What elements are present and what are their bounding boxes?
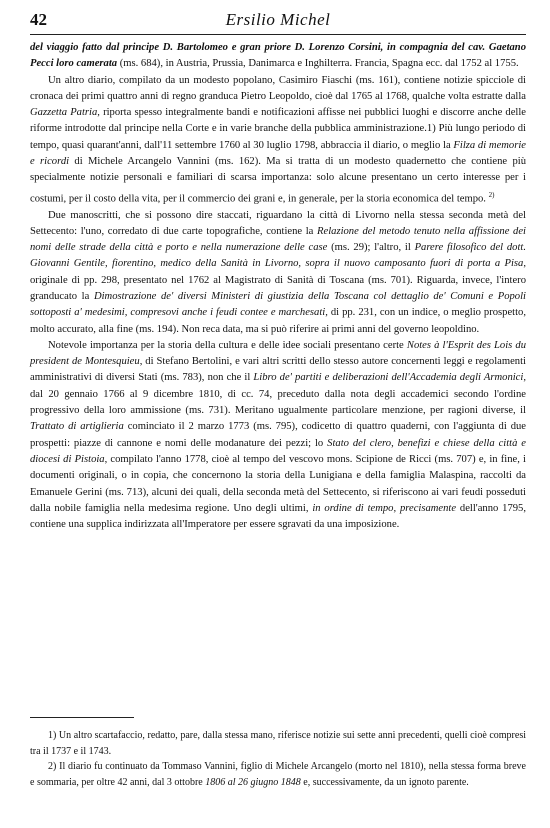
text-span: Due manoscritti, che si possono dire staccati, riguardano la città di Livorno nella stessa seconda metà del Settecento: l'uno, corredato di due carte topografiche, contiene la	[30, 209, 526, 237]
text-span: cominciato il 2 marzo 1773 (ms. 795), codicetto di quattro quaderni, con l'aggiunta di due prospetti: piazze di cannone e nomi delle modanature dei pezzi; lo	[30, 421, 526, 449]
footnote-text: Un altro scartafaccio, redatto, pare, dalla stessa mano, riferisce notizie sui sette anni precedenti, quelli cioè compresi tra il 1737 e il 1743.	[30, 730, 526, 757]
footnote-text: e, successivamente, da un ignoto parente.	[300, 776, 469, 788]
body-text	[30, 40, 526, 533]
italic-title: Notes à l'Esprit des Lois du president de Montesquieu	[30, 339, 527, 368]
paragraph	[30, 208, 526, 338]
page-header	[30, 8, 526, 32]
paragraph	[30, 338, 526, 534]
italic-title: Relazione del metodo tenuto nella affissione dei nomi delle strade della città e porto e nella numerazione delle case	[30, 225, 526, 254]
italic-title: Trattato di artiglieria	[30, 421, 124, 433]
footnote-rule	[30, 717, 134, 718]
running-head: Ersilio Michel	[225, 10, 331, 29]
text-span: di Michele Arcangelo Vannini (ms. 162). Ma si tratta di un modesto quadernetto che contiene più specialmente notizie personali e familiari di scarsa importanza: solo alcune presentano un certo interesse per i costumi, per il costo della vita, per il commercio dei grani e, in generale, per la storia economica del tempo.	[30, 156, 526, 205]
footnote-mark: 1)	[48, 730, 57, 741]
footnote-ref: 2)	[488, 190, 495, 199]
italic-title: Gazzetta Patria	[30, 107, 98, 119]
paragraph	[30, 73, 526, 208]
text-span: Un altro diario, compilato da un modesto popolano, Casimiro Fiaschi (ms. 161), contiene notizie spicciole di cronaca dei primi quattro anni di regno granduca Pietro Leopoldo, cioè dal 1765 al 1768, qualche volta estratte dalla	[30, 74, 526, 102]
footnote-1	[30, 728, 526, 759]
text-span: dell'anno 1795, contiene una supplica indirizzata all'Imperatore per essere sgravati da una imposizione.	[30, 502, 526, 531]
text-span: , originale di pp. 298, presentato nel 1762 al Magistrato di Sanità di Toscana (ms. 701). Riguarda, invece, l'intero granducato la	[30, 258, 526, 302]
italic-title: Dimostrazione de' diversi Ministeri di giustizia della Toscana col dettaglio de' Comuni e Popoli sottoposti a' medesimi, compresovi anche i feudi contee e marchesati	[30, 290, 526, 319]
text-span: , di Stefano Bertolini, e vari altri scritti dello stesso autore concernenti leggi e regolamenti amministrativi di diversi Stati (ms. 783), non che il	[30, 356, 526, 384]
text-span: , di pp. 231, con un indice, o meglio prospetto, molto accurato, alla fine (ms. 194). Non reca data, ma si può riferire ai primi anni del governo leopoldino.	[30, 307, 526, 335]
text-span: , compilato l'anno 1778, cioè al tempo del vescovo mons. Scipione de Ricci (ms. 707) e, in fine, i documenti originali, o in copia, che concernono la storia della Lunigiana e della famiglia Malaspina, raccolti da Emanuele Gerini (ms. 713), alcuni dei quali, della seconda metà del Settecento, si riferiscono ai vari feudi posseduti dalla nobile famiglia nella medesima regione. Uno degli ultimi,	[30, 453, 526, 514]
text-span: , riporta spesso integralmente bandi e notificazioni affisse nei pubblici luoghi e discorre anche delle riforme introdotte dal principe nella Corte e in varie branche della pubblica amministrazione.	[30, 107, 526, 135]
footnotes	[30, 728, 526, 790]
italic-phrase: in ordine di tempo, precisamente	[312, 502, 457, 514]
paragraph	[30, 40, 526, 73]
italic-title: Libro de' partiti e deliberazioni dell'Accademia degli Armonici	[253, 372, 524, 384]
text-span: , dal 20 gennaio 1766 al 9 dicembre 1810, di cc. 74, preceduto dalla nota degli accademici secondo l'ordine progressivo della loro ammissione (ms. 731). Meritano ugualmente particolare menzione, per ragioni diverse, il	[30, 372, 526, 417]
text-span: Notevole importanza per la storia della cultura e delle idee sociali presentano certe	[48, 339, 407, 351]
text-span: (ms. 684), in Austria, Prussia, Danimarca e Inghilterra. Francia, Spagna ecc. dal 1752 al 1755.	[117, 58, 519, 70]
text-span: (ms. 29); l'altro, il	[327, 242, 415, 254]
italic-phrase: 1806 al 26 giugno 1848	[205, 776, 301, 788]
italic-title: del viaggio fatto dal principe D. Bartolomeo e gran priore D. Lorenzo Corsini, in compagnia del cav. Gaetano Pecci loro camerata	[30, 42, 526, 70]
header-rule	[30, 34, 526, 35]
footnote-text: Il diario fu continuato da Tommaso Vannini, figlio di Michele Arcangelo (morto nel 1810), nella stessa forma breve e sommaria, per oltre 42 anni, dal 3 ottobre	[30, 761, 526, 788]
footnote-2	[30, 759, 526, 790]
italic-title: Parere filosofico del dott. Giovanni Gentile, fiorentino, medico della Sanità in Livorno, sopra il nuovo camposanto fuori di porta a Pisa	[30, 242, 526, 270]
footnote-mark: 2)	[48, 761, 57, 773]
page-number: 42	[30, 10, 47, 29]
italic-title: Stato del clero, benefizi e chiese della città e diocesi di Pistoia	[30, 437, 527, 465]
text-span: Più lungo periodo di tempo, quasi quarant'anni, dall'11 settembre 1760 al 30 luglio 1798, abbraccia il diario, o meglio la	[30, 123, 527, 151]
footnote-ref: 1)	[426, 123, 436, 135]
italic-title: Filza di memorie e ricordi	[30, 139, 526, 168]
